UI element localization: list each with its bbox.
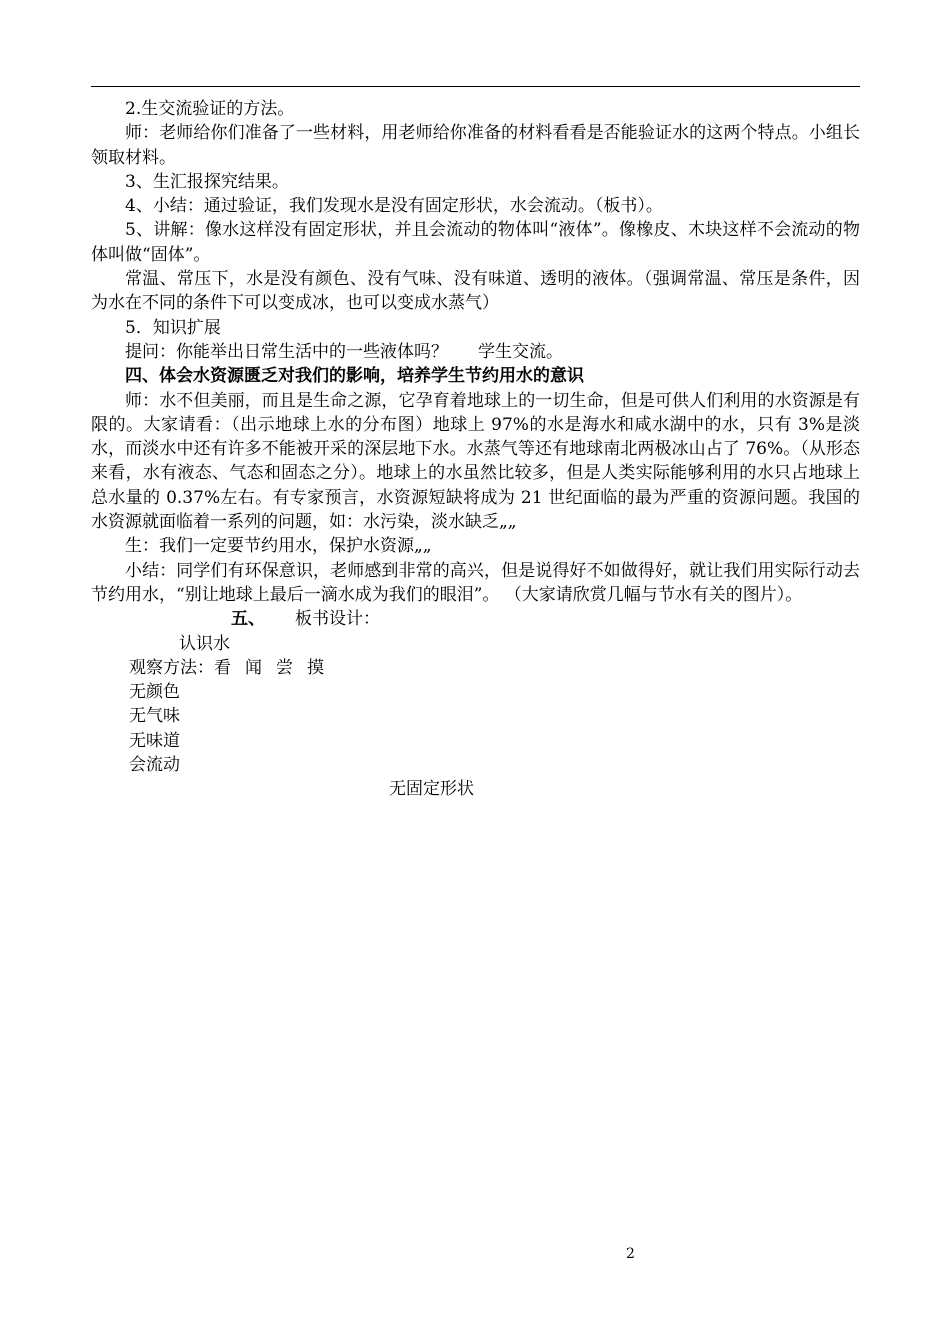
section-4-heading: 四、体会水资源匮乏对我们的影响，培养学生节约用水的意识 <box>125 366 584 387</box>
paragraph: 师：老师给你们准备了一些材料，用老师给你准备的材料看看是否能验证水的这两个特点。小组长领取材料。 <box>91 123 860 168</box>
paragraph: 师：水不但美丽，而且是生命之源，它孕育着地球上的一切生命，但是可供人们利用的水资源是有限的。大家请看：（出示地球上水的分布图）地球上 97%的水是海水和咸水湖中的水，只有 3%是淡水，而淡水中还有许多不能被开采的深层地下水。水蒸气等还有地球南北两极冰山占了 76%。（从形态来看，水有液态、气态和固态之分）。地球上的水虽然比较多，但是人类实际能够利用的水只占地球上总水量的 0.37%左右。有专家预言，水资源短缺将成为 21 世纪面临的最为严重的资源问题。我国的水资源就面临着一系列的问题，如：水污染，淡水缺乏„„ <box>91 390 860 533</box>
paragraph: 小结：同学们有环保意识，老师感到非常的高兴，但是说得好不如做得好，就让我们用实际行动去节约用水，“别让地球上最后一滴水成为我们的眼泪”。 （大家请欣赏几幅与节水有关的图片）。 <box>91 560 860 605</box>
board-property: 无味道 <box>129 730 180 751</box>
question-text: 提问：你能举出日常生活中的一些液体吗？ <box>125 341 448 362</box>
board-methods <box>91 656 860 680</box>
board-property: 会流动 <box>129 755 180 776</box>
paragraph: 5、讲解：像水这样没有固定形状，并且会流动的物体叫“液体”。像橡皮、木块这样不会流动的物体叫做“固体”。 <box>91 220 860 265</box>
board-method: 看 <box>214 657 231 678</box>
board-method: 摸 <box>307 657 324 678</box>
paragraph: 5．知识扩展 <box>125 317 221 338</box>
board-title: 认识水 <box>179 633 230 654</box>
paragraph: 3、生汇报探究结果。 <box>125 171 289 192</box>
section-5-heading <box>91 607 860 631</box>
header-rule <box>91 86 860 87</box>
board-bottom: 无固定形状 <box>389 779 474 800</box>
board-methods-label: 观察方法： <box>129 657 214 678</box>
question-answer: 学生交流。 <box>478 341 563 362</box>
paragraph: 2.生交流验证的方法。 <box>125 99 295 119</box>
page-number: 2 <box>626 1246 635 1262</box>
paragraph: 常温、常压下，水是没有颜色、没有气味、没有味道、透明的液体。（强调常温、常压是条件，因为水在不同的条件下可以变成冰，也可以变成水蒸气） <box>91 269 860 314</box>
question-line <box>91 340 860 364</box>
board-method: 尝 <box>276 657 293 678</box>
board-property: 无气味 <box>129 706 180 727</box>
board-property: 无颜色 <box>129 682 180 703</box>
paragraph: 4、小结：通过验证，我们发现水是没有固定形状，水会流动。（板书）。 <box>125 196 663 217</box>
section-5-number: 五、 <box>231 609 265 630</box>
section-5-label: 板书设计： <box>295 609 380 630</box>
paragraph: 生：我们一定要节约用水，保护水资源„„ <box>125 536 432 557</box>
board-method: 闻 <box>245 657 262 678</box>
document-body <box>91 97 860 802</box>
